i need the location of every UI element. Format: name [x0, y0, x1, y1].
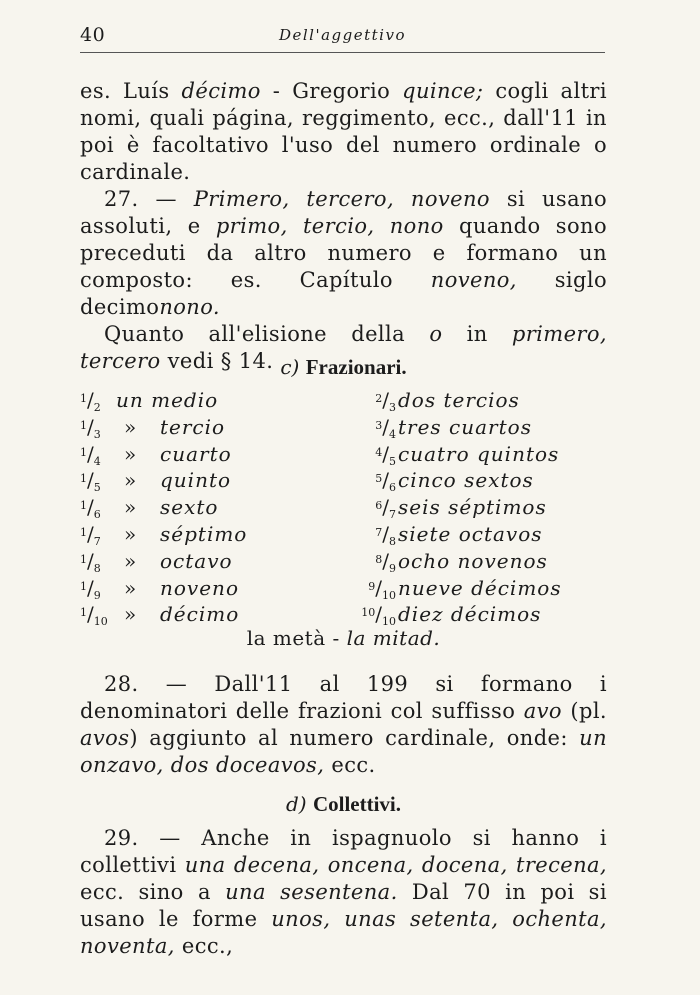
- italic-span: una sesentena.: [225, 880, 398, 904]
- fraction-value: [346, 602, 396, 628]
- fraction-denominator: 10: [382, 615, 396, 629]
- text-span: siglo decimo: [80, 268, 607, 319]
- fraction-denominator: 6: [93, 508, 101, 522]
- text-span: 28. — Dall'11 al 199 si formano i denominatori delle frazioni col suffisso: [80, 672, 607, 723]
- fraction-value: [346, 468, 396, 494]
- text-span: ) aggiunto al numero cardinale, onde:: [129, 726, 580, 750]
- fraction-row: [80, 549, 580, 576]
- fraction-denominator: 2: [93, 401, 101, 414]
- fraction-value: [80, 415, 120, 441]
- italic-span: avo: [523, 699, 562, 723]
- fraction-denominator: 10: [382, 588, 396, 602]
- fraction-slash: /: [87, 575, 94, 600]
- paragraph-29: [80, 825, 607, 960]
- fraction-denominator: 5: [389, 454, 396, 468]
- fraction-slash: /: [87, 602, 94, 627]
- text-span: vedi § 14.: [160, 349, 274, 373]
- fraction-value: [346, 388, 396, 414]
- fraction-slash: /: [87, 388, 94, 412]
- fraction-denominator: 9: [389, 561, 396, 575]
- ditto-mark: »: [124, 441, 137, 466]
- text-span: 29. — Anche in ispagnuolo si hanno i collettivi: [80, 826, 607, 877]
- fraction-denominator: 7: [389, 508, 396, 522]
- text-span: cogli altri nomi, quali página, reggimento, ecc., dall'11 in poi è facoltativo l'uso del numero ordinale o cardinale.: [80, 79, 607, 184]
- fraction-numerator: 1: [80, 392, 87, 405]
- fraction-numerator: 3: [375, 418, 383, 432]
- fraction-numerator: 1: [80, 579, 87, 593]
- fraction-denominator: 3: [93, 427, 101, 441]
- fraction-word: décimo: [160, 602, 240, 627]
- fraction-denominator: 5: [93, 481, 101, 495]
- fraction-value: [346, 522, 396, 548]
- paragraph-28: [80, 671, 607, 779]
- fraction-value: [346, 495, 396, 521]
- running-head: Dell'aggettivo: [278, 26, 406, 44]
- fraction-value: [80, 576, 120, 602]
- fraction-slash: /: [87, 468, 94, 493]
- ditto-mark: »: [124, 575, 137, 600]
- fraction-word: dos tercios: [398, 388, 520, 412]
- fraction-row: [80, 576, 580, 603]
- section-heading-collettivi: [80, 792, 607, 817]
- text-span: Quanto all'elisione della: [104, 322, 430, 346]
- fraction-word: cuarto: [160, 441, 232, 466]
- fraction-denominator: 8: [389, 534, 396, 548]
- fraction-word: nueve décimos: [398, 575, 562, 600]
- fraction-word: octavo: [160, 548, 233, 573]
- paragraph-27: [80, 186, 607, 375]
- paragraph-continuation: [80, 78, 607, 186]
- fraction-numerator: 6: [375, 499, 383, 513]
- fraction-denominator: 4: [389, 427, 396, 441]
- fraction-word: tercio: [160, 414, 226, 439]
- fraction-value: [346, 415, 396, 441]
- ditto-mark: »: [124, 468, 137, 493]
- fraction-value: [80, 522, 120, 548]
- text-span: la metà -: [246, 626, 347, 650]
- text-span: (pl.: [561, 699, 608, 723]
- fraction-denominator: 3: [389, 401, 396, 414]
- fraction-slash: /: [375, 575, 382, 600]
- fraction-row: [80, 495, 580, 522]
- fraction-numerator: 7: [375, 525, 383, 539]
- fraction-numerator: 1: [80, 606, 87, 620]
- fraction-value: [346, 442, 396, 468]
- section-title: Collettivi.: [312, 792, 402, 816]
- fraction-word: cuatro quintos: [398, 441, 560, 466]
- fraction-numerator: 9: [368, 579, 376, 593]
- text-span: ecc.: [324, 753, 376, 777]
- fraction-numerator: 1: [80, 418, 87, 432]
- fraction-word: diez décimos: [398, 602, 542, 627]
- fraction-word: noveno: [160, 575, 239, 600]
- fraction-denominator: 8: [93, 561, 101, 575]
- fractions-table: [80, 388, 580, 629]
- fraction-row: [80, 522, 580, 549]
- italic-span: noveno,: [430, 268, 517, 292]
- fraction-numerator: 2: [375, 392, 383, 405]
- ditto-mark: »: [124, 521, 137, 546]
- italic-span: nono.: [159, 295, 220, 319]
- fraction-value: [80, 602, 120, 628]
- ditto-mark: »: [124, 602, 137, 627]
- ditto-mark: »: [124, 414, 137, 439]
- fraction-denominator: 10: [93, 615, 108, 629]
- fraction-value: [346, 549, 396, 575]
- fraction-word: sexto: [160, 495, 219, 520]
- fraction-numerator: 1: [80, 445, 87, 459]
- fraction-numerator: 8: [375, 552, 383, 566]
- page-number: 40: [80, 24, 106, 46]
- fraction-slash: /: [382, 388, 389, 412]
- section-heading-frazionari: [80, 355, 607, 380]
- fraction-numerator: 1: [80, 472, 87, 486]
- fraction-row: [80, 468, 580, 495]
- italic-span: Primero, tercero, noveno: [193, 187, 490, 211]
- fraction-word: un medio: [116, 388, 219, 412]
- italic-span: primo, tercio, nono: [215, 214, 444, 238]
- fraction-word: cinco sextos: [398, 468, 534, 493]
- text-span: si usano assoluti, e: [80, 187, 607, 238]
- italic-span: un onzavo, dos doceavos,: [80, 726, 607, 777]
- fraction-word: ocho novenos: [398, 548, 548, 573]
- fraction-numerator: 1: [80, 552, 87, 566]
- fraction-slash: /: [375, 602, 382, 627]
- italic-span: o: [429, 322, 443, 346]
- italic-span: la mitad.: [346, 626, 441, 650]
- fraction-slash: /: [382, 441, 389, 466]
- ditto-mark: »: [124, 495, 137, 520]
- fraction-slash: /: [382, 495, 389, 520]
- fraction-slash: /: [382, 548, 389, 573]
- fraction-word: tres cuartos: [398, 414, 532, 439]
- fraction-slash: /: [87, 521, 94, 546]
- fraction-slash: /: [87, 548, 94, 573]
- fraction-slash: /: [87, 441, 94, 466]
- fraction-value: [80, 549, 120, 575]
- fraction-slash: /: [87, 495, 94, 520]
- italic-span: décimo: [181, 79, 261, 103]
- italic-span: una decena, oncena, docena, trecena,: [184, 853, 607, 877]
- fraction-value: [346, 576, 396, 602]
- fraction-slash: /: [382, 414, 389, 439]
- fraction-row: [80, 415, 580, 442]
- text-span: quando sono preceduti da altro numero e formano un composto: es. Capítulo: [80, 214, 607, 292]
- italic-span: unos, unas setenta, ochenta, noventa,: [80, 907, 607, 958]
- fraction-word: quinto: [160, 468, 232, 493]
- fraction-denominator: 6: [389, 481, 396, 495]
- fraction-value: [80, 388, 120, 414]
- section-title: Frazionari.: [305, 355, 407, 379]
- fraction-value: [80, 442, 120, 468]
- fraction-denominator: 9: [93, 588, 101, 602]
- fraction-slash: /: [382, 468, 389, 493]
- text-span: Dal 70 in poi si usano le forme: [80, 880, 607, 931]
- page-header: [80, 22, 605, 53]
- fraction-word: siete octavos: [398, 521, 543, 546]
- fraction-denominator: 7: [93, 534, 101, 548]
- italic-span: primero, tercero: [80, 322, 607, 373]
- fraction-numerator: 1: [80, 525, 87, 539]
- fraction-value: [80, 468, 120, 494]
- italic-span: avos: [80, 726, 130, 750]
- fraction-word: séptimo: [160, 521, 248, 546]
- fraction-denominator: 4: [93, 454, 101, 468]
- text-span: in: [442, 322, 512, 346]
- text-span: es. Luís: [80, 79, 182, 103]
- fraction-word: seis séptimos: [398, 495, 547, 520]
- fraction-row: [80, 388, 580, 415]
- text-span: ecc.,: [174, 934, 234, 958]
- fraction-slash: /: [382, 521, 389, 546]
- section-letter: d): [285, 792, 307, 816]
- italic-span: quince;: [402, 79, 484, 103]
- section-letter: c): [280, 355, 300, 379]
- text-span: 27. —: [104, 187, 194, 211]
- text-span: ecc. sino a: [80, 880, 226, 904]
- fraction-numerator: 10: [361, 606, 376, 620]
- fraction-numerator: 1: [80, 499, 87, 513]
- fraction-numerator: 4: [375, 445, 383, 459]
- text-span: - Gregorio: [260, 79, 403, 103]
- half-line: [80, 626, 607, 650]
- ditto-mark: »: [124, 548, 137, 573]
- fraction-slash: /: [87, 414, 94, 439]
- fraction-value: [80, 495, 120, 521]
- fraction-row: [80, 442, 580, 469]
- fraction-numerator: 5: [375, 472, 383, 486]
